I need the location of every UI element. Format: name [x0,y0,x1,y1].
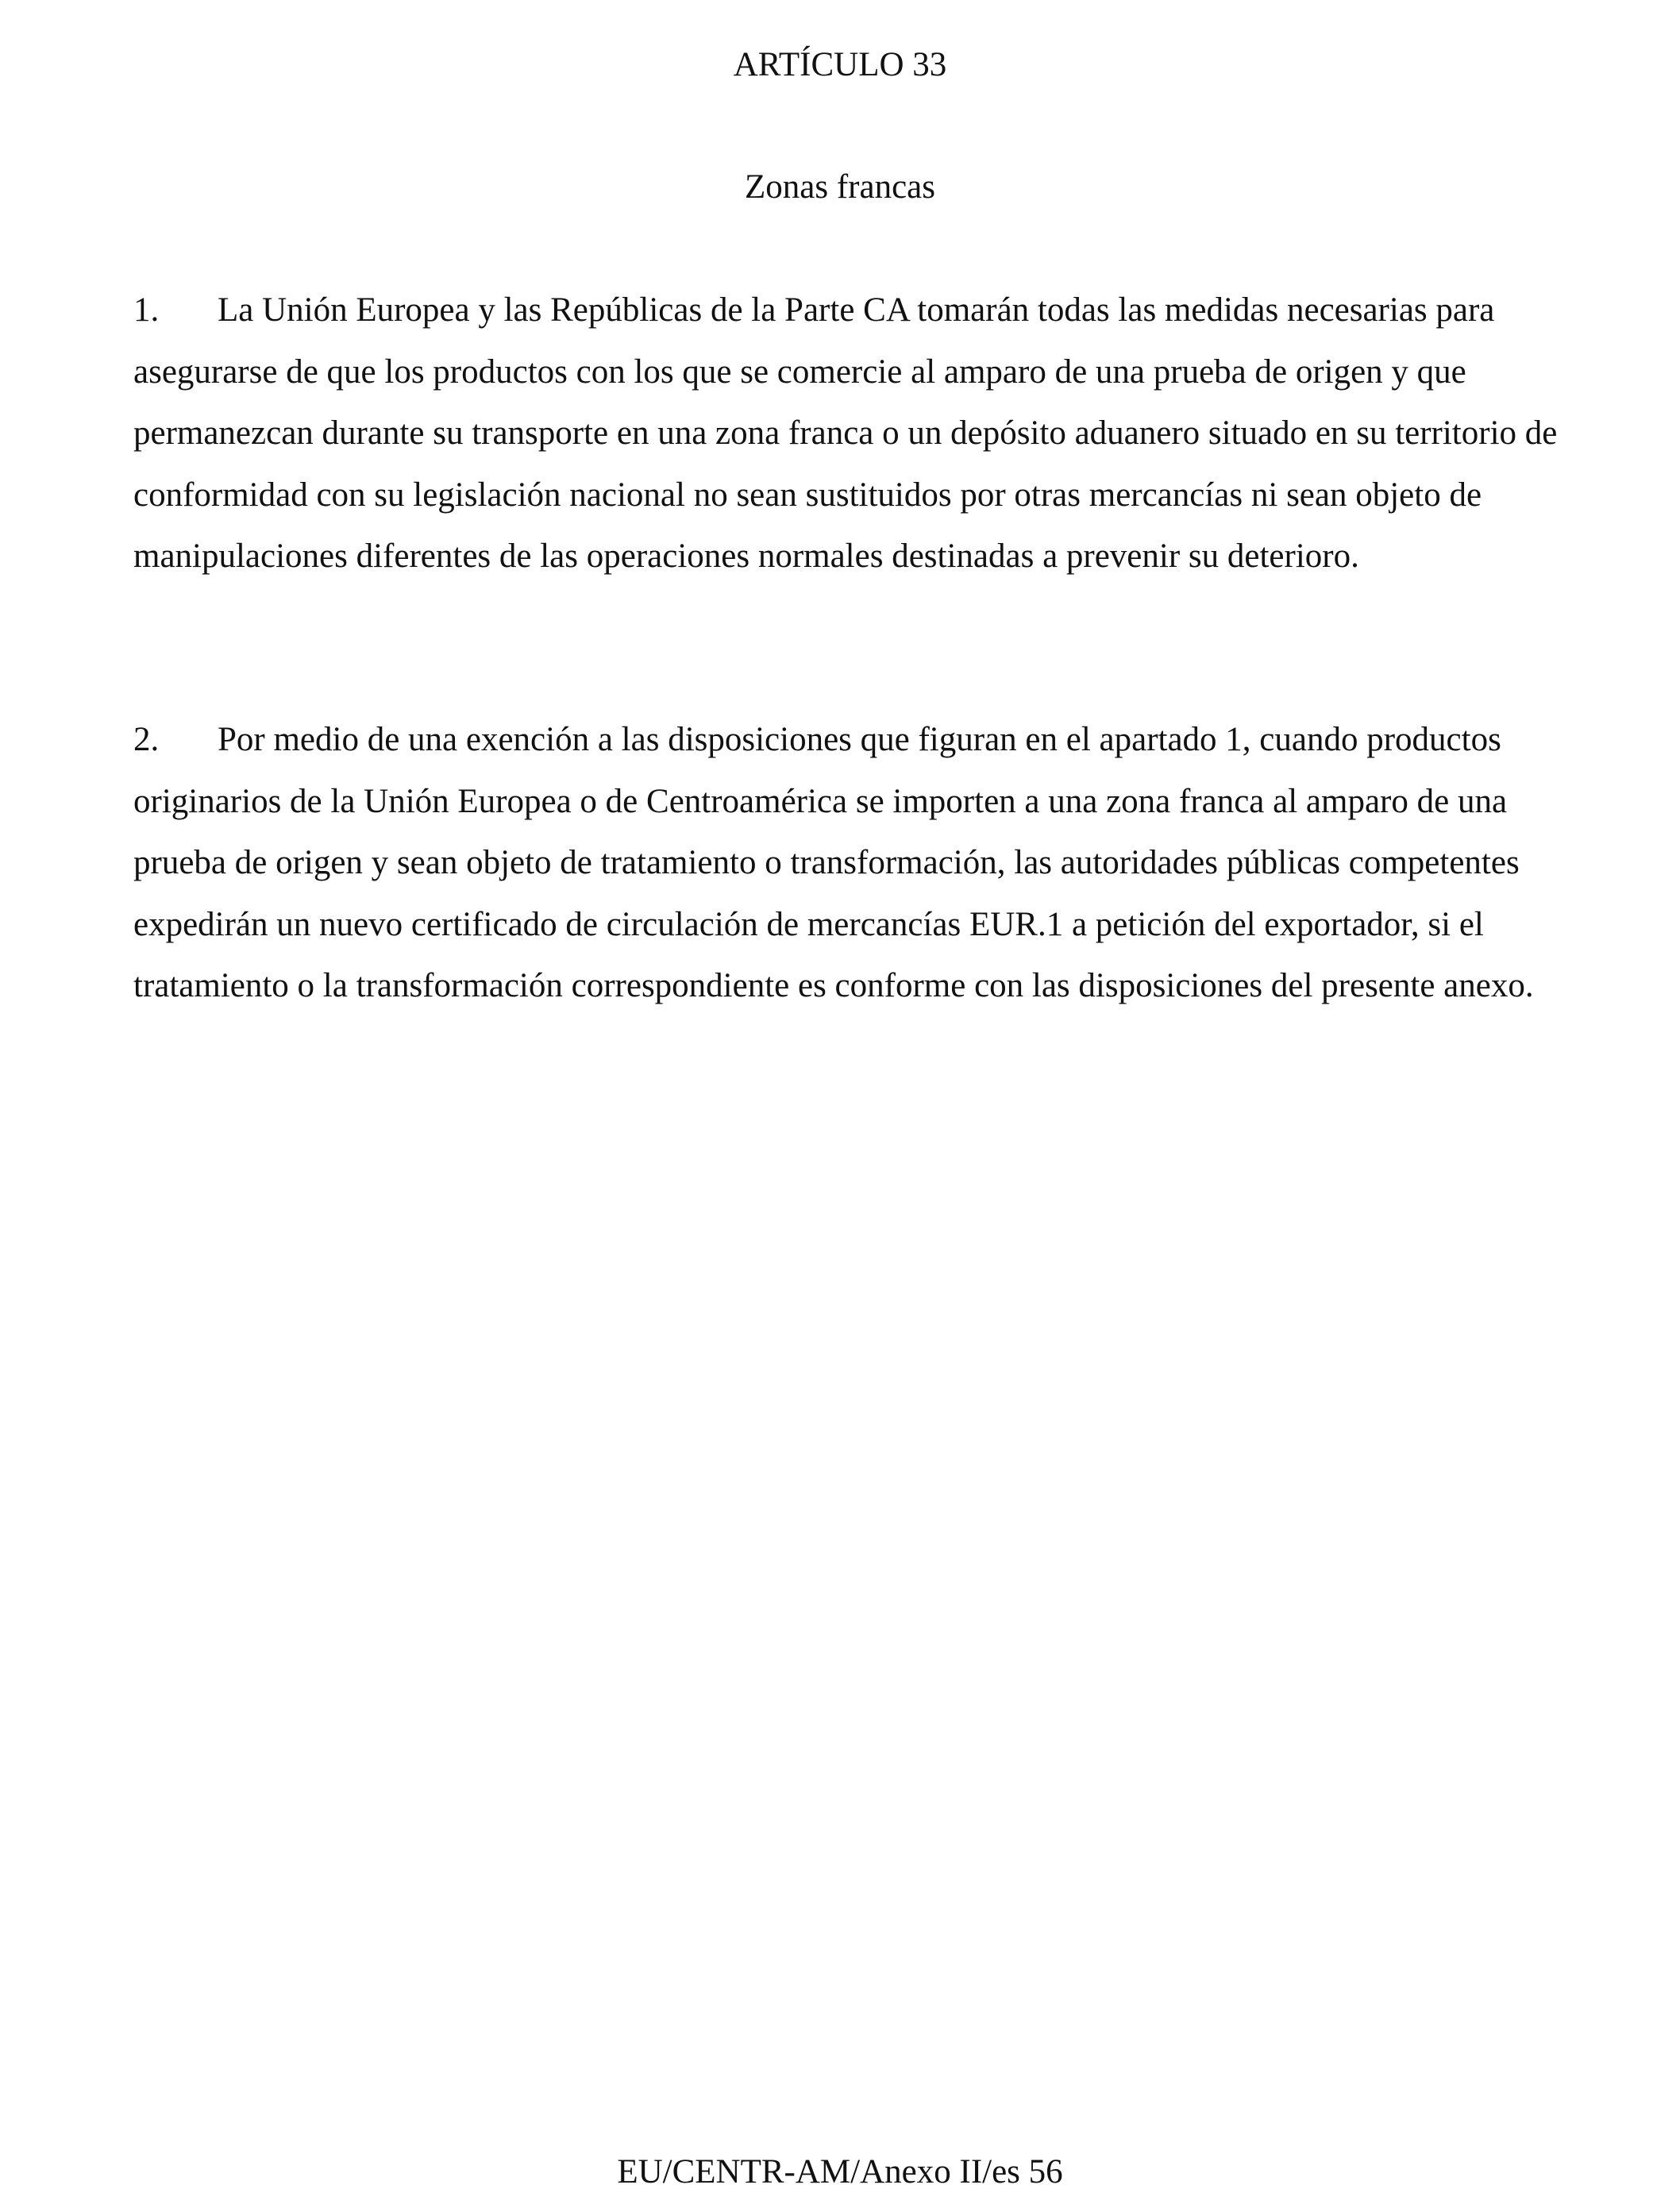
paragraph-2 [133,709,1562,1017]
paragraph-2-number: 2. [133,721,160,758]
article-number-heading: ARTÍCULO 33 [733,46,947,83]
article-title-heading: Zonas francas [745,168,935,206]
page-footer-reference: EU/CENTR-AM/Anexo II/es 56 [617,2153,1063,2191]
paragraph-1-text: La Unión Europea y las Repúblicas de la Parte CA tomarán todas las medidas necesarias para asegurarse de que los productos con los que se comercie al amparo de una prueba de origen y que permanezcan durante su transporte en una zona franca o un depósito aduanero situado en su territorio de conformidad con su legislación nacional no sean sustituidos por otras mercancías ni sean objeto de manipulaciones diferentes de las operaciones normales destinadas a prevenir su deterioro. [133,291,1558,575]
paragraph-2-text: Por medio de una exención a las disposiciones que figuran en el apartado 1, cuando productos originarios de la Unión Europea o de Centroamérica se importen a una zona franca al amparo de una prueba de origen y sean objeto de tratamiento o transformación, las autoridades públicas competentes expedirán un nuevo certificado de circulación de mercancías EUR.1 a petición del exportador, si el tratamiento o la transformación correspondiente es conforme con las disposiciones del presente anexo. [133,721,1534,1004]
paragraph-1 [133,279,1562,588]
paragraph-1-number: 1. [133,291,160,329]
